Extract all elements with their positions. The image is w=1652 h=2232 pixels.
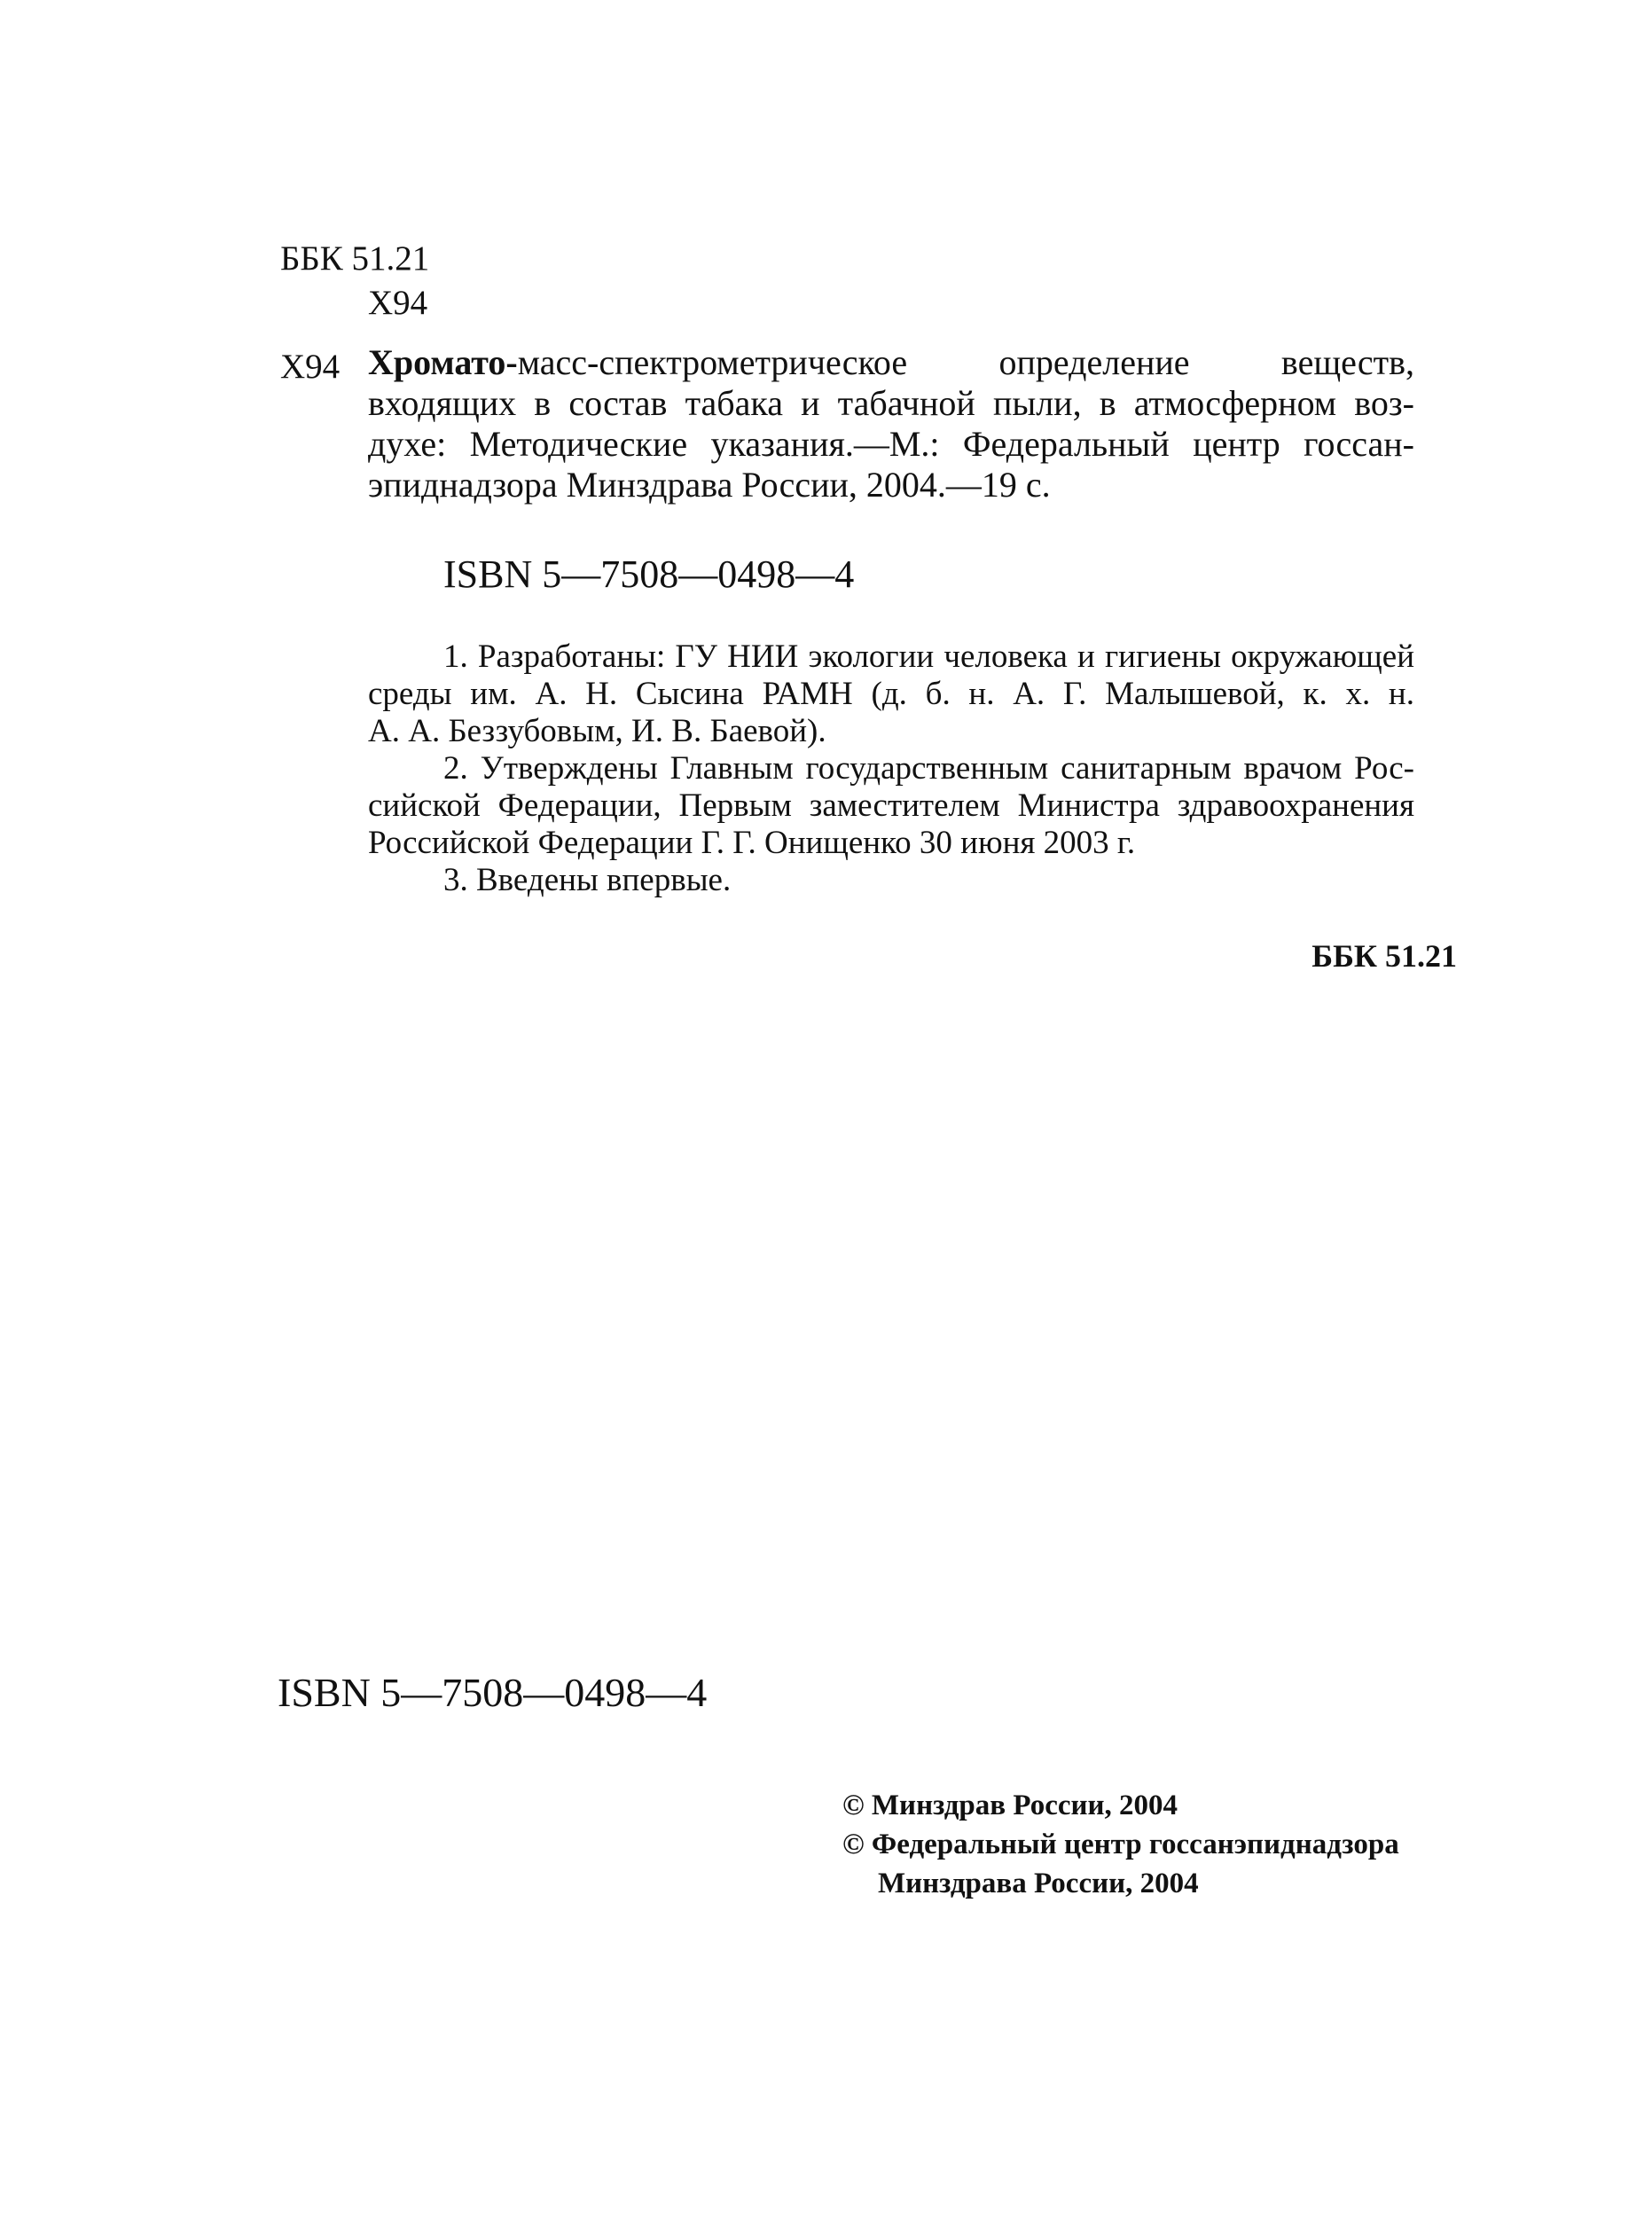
note-line: 1. Разработаны: ГУ НИИ экологии человека и гигиены окружающей: [443, 638, 1414, 675]
note-line: Российской Федерации Г. Г. Онищенко 30 июня 2003 г.: [368, 825, 1136, 861]
entry-line: духе: Методические указания.—М.: Федеральный центр госсан-: [368, 424, 1414, 464]
bbk-code: ББК 51.21: [280, 239, 430, 278]
note-line: А. А. Беззубовым, И. В. Баевой).: [368, 713, 826, 749]
entry-line: эпиднадзора Минздрава России, 2004.—19 с.: [368, 465, 1051, 505]
isbn-bottom: ISBN 5—7508—0498—4: [278, 1670, 708, 1715]
isbn-inline: ISBN 5—7508—0498—4: [443, 552, 855, 596]
author-mark: Х94: [368, 284, 428, 322]
bbk-code-bottom: ББК 51.21: [1311, 938, 1457, 974]
copyright-line: Минздрава России, 2004: [878, 1868, 1199, 1899]
entry-line: [368, 342, 1414, 383]
bibliographic-entry: [368, 342, 1414, 505]
entry-title-bold: Хромато-: [368, 342, 518, 382]
note-line: сийской Федерации, Первым заместителем Министра здравоохранения: [368, 787, 1414, 824]
entry-author-mark: Х94: [280, 348, 341, 386]
entry-line: входящих в состав табака и табачной пыли, в атмосферном воз-: [368, 383, 1414, 423]
entry-title-rest: масс-спектрометрическое определение веществ,: [517, 342, 1414, 382]
copyright-block: [842, 1786, 1399, 1903]
copyright-line: © Минздрав России, 2004: [842, 1790, 1178, 1821]
copyright-line: © Федеральный центр госсанэпиднадзора: [842, 1829, 1399, 1860]
note-line: 3. Введены впервые.: [443, 862, 732, 898]
notes: [368, 638, 1414, 899]
note-line: 2. Утверждены Главным государственным санитарным врачом Рос-: [443, 750, 1414, 787]
note-line: среды им. А. Н. Сысина РАМН (д. б. н. А. Г. Малышевой, к. х. н.: [368, 676, 1414, 712]
